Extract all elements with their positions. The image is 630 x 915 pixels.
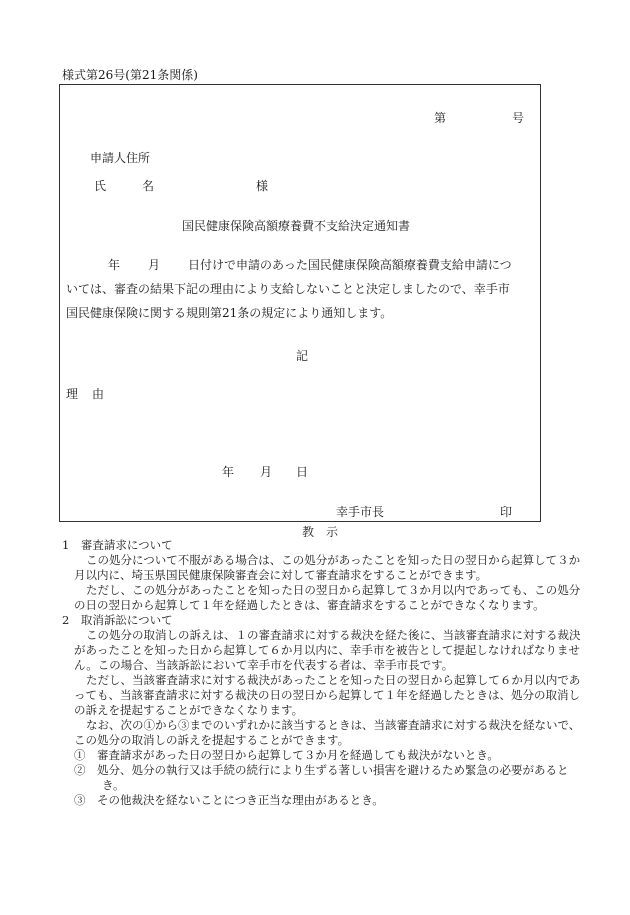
reason-label-1: 理 (66, 387, 79, 401)
body-line-3: 国民健康保険に関する規則第21条の規定により通知します。 (66, 306, 393, 320)
issue-date-day: 日 (296, 465, 309, 479)
condition-item-2: ② 処分、処分の執行又は手続の続行により生ずる著しい損害を避けるため緊急の必要があるとき。 (74, 763, 569, 792)
condition-item-3: ③ その他裁決を経ないことにつき正当な理由があるとき。 (74, 793, 384, 807)
honorific-sama: 様 (256, 179, 269, 193)
applicant-name-label-1: 氏 (94, 179, 107, 193)
notice-body (66, 253, 512, 325)
reason-label-2: 由 (92, 387, 105, 401)
section2-paragraph-1: この処分の取消しの訴えは、１の審査請求に対する裁決を経た後に、当該審査請求に対する裁決があったことを知った日から起算して６か月以内に、幸手市を被告として提起しなければなりません。この場合、当該訴訟において幸手市を代表する者は、幸手市長です。 (74, 628, 581, 672)
applicant-address-label: 申請人住所 (90, 151, 151, 165)
issue-date-year: 年 (222, 465, 235, 479)
number-prefix: 第 (434, 111, 447, 125)
section2-heading: 2 取消訴訟について (62, 613, 173, 627)
seal-mark: 印 (500, 505, 513, 519)
ki-mark: 記 (296, 349, 309, 363)
instructions-section (62, 538, 582, 808)
applicant-name-label-2: 名 (142, 179, 155, 193)
number-suffix: 号 (512, 111, 525, 125)
notice-form-box (59, 84, 541, 522)
mayor-title: 幸手市長 (336, 505, 385, 519)
body-line-1: 日付けで申請のあった国民健康保険高額療養費支給申請につ (188, 258, 512, 272)
form-number: 様式第26号(第21条関係) (62, 68, 198, 82)
section1-paragraph-2: ただし、この処分があったことを知った日の翌日から起算して３か月以内であっても、この処分の日の翌日から起算して１年を経過したときは、審査請求をすることができなくなります。 (74, 583, 581, 612)
body-date-year: 年 (108, 258, 121, 272)
body-line-2: いては、審査の結果下記の理由により支給しないことと決定しましたので、幸手市 (66, 282, 510, 296)
section2-paragraph-3: なお、次の①から③までのいずれかに該当するときは、当該審査請求に対する裁決を経ないで、この処分の取消しの訴えを提起することができます。 (74, 718, 581, 747)
condition-item-1: ① 審査請求があった日の翌日から起算して３か月を経過しても裁決がないとき。 (74, 748, 499, 762)
issue-date-month: 月 (260, 465, 273, 479)
section1-heading: 1 審査請求について (62, 538, 173, 552)
instructions-heading: 教 示 (302, 525, 339, 539)
document-title: 国民健康保険高額療養費不支給決定通知書 (182, 219, 411, 233)
body-date-month: 月 (148, 258, 161, 272)
section1-paragraph-1: この処分について不服がある場合は、この処分があったことを知った日の翌日から起算して３か月以内に、埼玉県国民健康保険審査会に対して審査請求をすることができます。 (74, 553, 581, 582)
section2-paragraph-2: ただし、当該審査請求に対する裁決があったことを知った日の翌日から起算して６か月以内であっても、当該審査請求に対する裁決の日の翌日から起算して１年を経過したときは、処分の取消しの訴えを提起することができなくなります。 (74, 673, 581, 717)
